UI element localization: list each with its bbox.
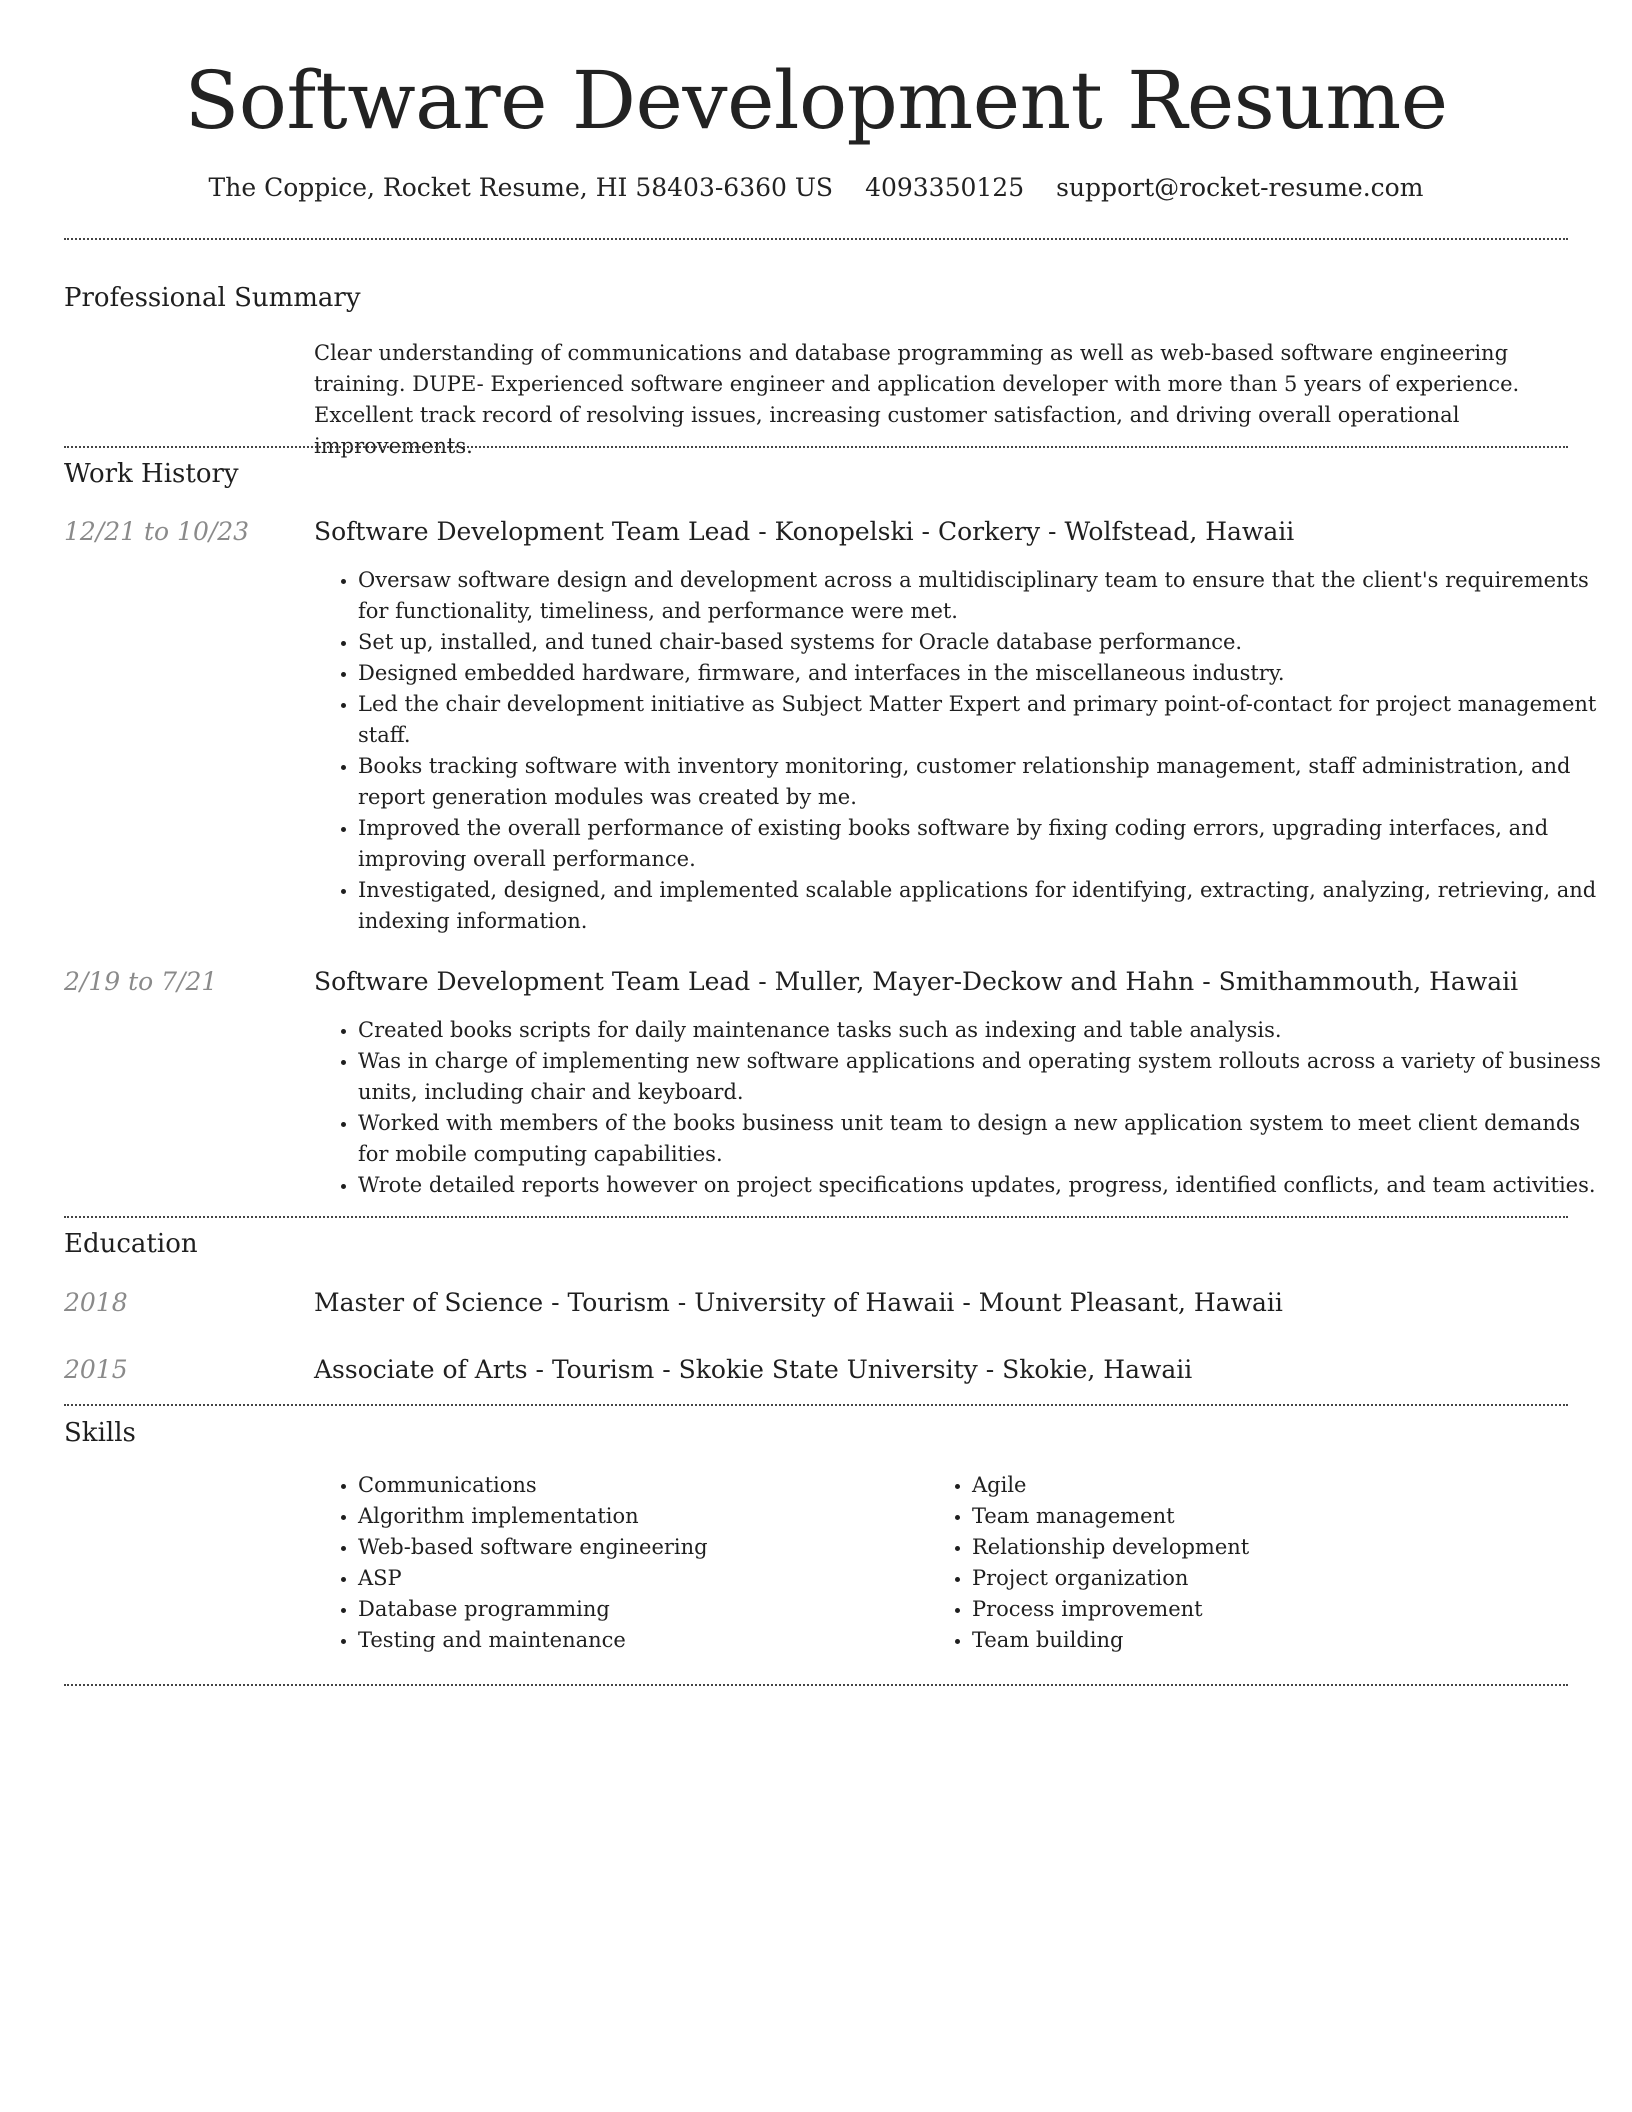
job-duties-list — [314, 1015, 1614, 1201]
summary-heading: Professional Summary — [64, 283, 361, 313]
job-heading — [314, 964, 1570, 1000]
education-entry — [314, 1352, 1570, 1388]
contact-line — [0, 170, 1632, 206]
education-heading: Education — [64, 1229, 198, 1259]
resume-title: Software Development Resume — [184, 54, 1448, 147]
contact-address: The Coppice, Rocket Resume, HI 58403-6360 US — [208, 173, 834, 202]
education-separator: - — [654, 1355, 679, 1384]
skill-item: • Testing and maintenance — [358, 1625, 918, 1656]
skill-item: • Team management — [972, 1501, 1572, 1532]
school-location: Mount Pleasant, Hawaii — [978, 1288, 1283, 1317]
job-company: Konopelski - Corkery — [774, 517, 1041, 546]
education-separator: - — [954, 1288, 979, 1317]
job-dates: 12/21 to 10/23 — [64, 517, 250, 546]
education-year: 2018 — [64, 1288, 128, 1317]
section-divider — [64, 1404, 1568, 1406]
job-duty: • Investigated, designed, and implemented scalable applications for identifying, extracting, analyzing, retrieving, and indexing information. — [358, 875, 1614, 937]
section-divider — [64, 1216, 1568, 1218]
education-separator: - — [669, 1288, 695, 1317]
skill-item: • Communications — [358, 1470, 918, 1501]
skills-list-right — [928, 1470, 1572, 1656]
job-duty: • Wrote detailed reports however on project specifications updates, progress, identified conflicts, and team activities. — [358, 1170, 1614, 1201]
skill-item: • Algorithm implementation — [358, 1501, 918, 1532]
job-title: Software Development Team Lead — [314, 967, 751, 996]
job-duty: • Worked with members of the books business unit team to design a new application system to meet client demands for mobile computing capabilities. — [358, 1108, 1614, 1170]
skill-item: • Database programming — [358, 1594, 918, 1625]
job-dates: 2/19 to 7/21 — [64, 967, 218, 996]
job-separator: - — [750, 967, 775, 996]
skill-item: • ASP — [358, 1563, 918, 1594]
job-separator: - — [1194, 967, 1219, 996]
education-year: 2015 — [64, 1355, 128, 1384]
school-name: Skokie State University — [678, 1355, 978, 1384]
skill-item: • Agile — [972, 1470, 1572, 1501]
skill-item: • Project organization — [972, 1563, 1572, 1594]
job-duty: • Designed embedded hardware, firmware, and interfaces in the miscellaneous industry. — [358, 658, 1614, 689]
section-divider — [64, 446, 1568, 448]
job-duty: • Set up, installed, and tuned chair-based systems for Oracle database performance. — [358, 627, 1614, 658]
job-separator: - — [750, 517, 775, 546]
section-divider — [64, 1684, 1568, 1686]
skill-item: • Web-based software engineering — [358, 1532, 918, 1563]
skills-heading: Skills — [64, 1418, 136, 1448]
education-separator: - — [977, 1355, 1003, 1384]
skills-list-left — [314, 1470, 918, 1656]
job-duty: • Was in charge of implementing new software applications and operating system rollouts across a variety of business units, including chair and keyboard. — [358, 1046, 1614, 1108]
skill-item: • Process improvement — [972, 1594, 1572, 1625]
education-separator: - — [543, 1288, 568, 1317]
school-location: Skokie, Hawaii — [1002, 1355, 1193, 1384]
degree: Master of Science — [314, 1288, 544, 1317]
job-title: Software Development Team Lead — [314, 517, 751, 546]
job-duty: • Oversaw software design and development across a multidisciplinary team to ensure that the client's requirements for functionality, timeliness, and performance were met. — [358, 565, 1614, 627]
job-duty: • Created books scripts for daily maintenance tasks such as indexing and table analysis. — [358, 1015, 1614, 1046]
degree: Associate of Arts — [314, 1355, 528, 1384]
job-location: Wolfstead, Hawaii — [1064, 517, 1295, 546]
school-name: University of Hawaii — [694, 1288, 955, 1317]
job-separator: - — [1040, 517, 1065, 546]
job-duty: • Led the chair development initiative as Subject Matter Expert and primary point-of-contact for project management staff. — [358, 689, 1614, 751]
education-entry — [314, 1285, 1570, 1321]
skill-item: • Relationship development — [972, 1532, 1572, 1563]
field-of-study: Tourism — [567, 1288, 670, 1317]
summary-text: Clear understanding of communications and database programming as well as web-based software engineering training. DUPE- Experienced software engineer and application developer with more than 5 years of experience. Excellent track record of resolving issues, increasing customer satisfaction, and driving overall operational improvements. — [314, 341, 1520, 458]
job-duties-list — [314, 565, 1614, 937]
job-duty: • Books tracking software with inventory monitoring, customer relationship management, staff administration, and report generation modules was created by me. — [358, 751, 1614, 813]
contact-phone: 4093350125 — [865, 173, 1025, 202]
job-location: Smithammouth, Hawaii — [1218, 967, 1519, 996]
section-divider — [64, 238, 1568, 240]
work-history-heading: Work History — [64, 459, 239, 489]
contact-email: support@rocket-resume.com — [1056, 173, 1424, 202]
job-company: Muller, Mayer-Deckow and Hahn — [774, 967, 1195, 996]
skill-item: • Team building — [972, 1625, 1572, 1656]
education-separator: - — [527, 1355, 552, 1384]
job-duty: • Improved the overall performance of existing books software by fixing coding errors, upgrading interfaces, and improving overall performance. — [358, 813, 1614, 875]
job-heading — [314, 514, 1570, 550]
field-of-study: Tourism — [551, 1355, 655, 1384]
